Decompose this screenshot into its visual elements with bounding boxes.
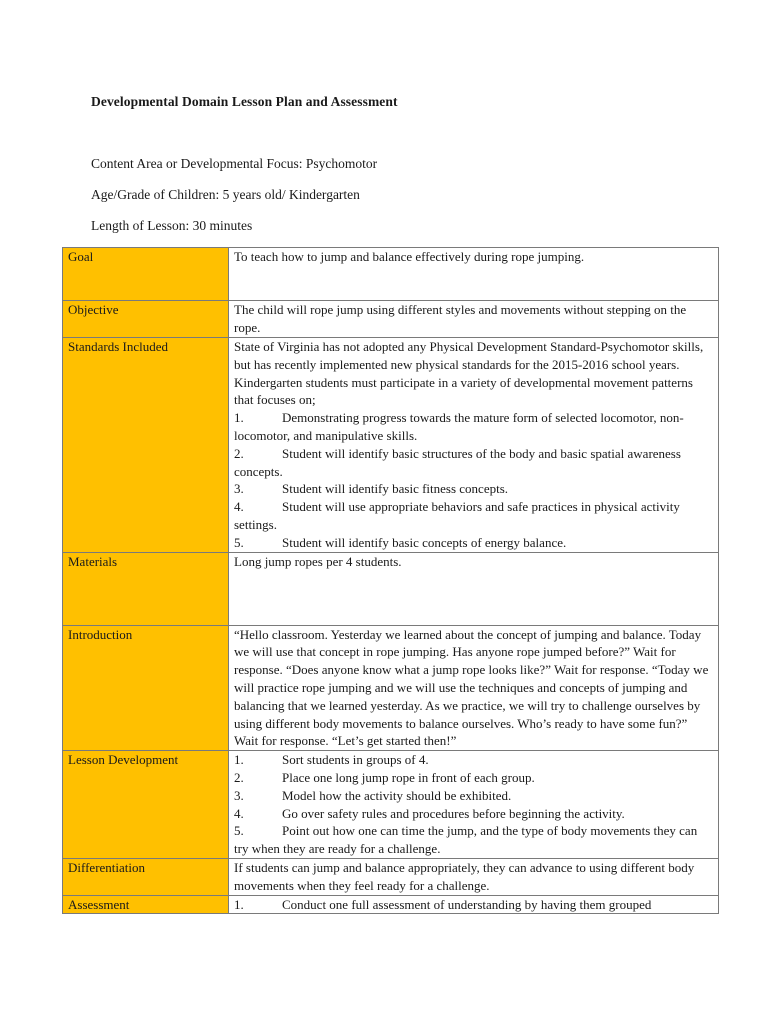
lesson-step-text: Model how the activity should be exhibited. xyxy=(282,787,512,803)
lesson-step-text: Point out how one can time the jump, and the type of body movements they can try when they are ready for a challenge. xyxy=(234,823,698,857)
lesson-development-content xyxy=(229,751,719,859)
assessment-item-text: Conduct one full assessment of understanding by having them grouped xyxy=(282,896,652,912)
lesson-length-line: Length of Lesson: 30 minutes xyxy=(91,218,253,233)
standards-item-text: Student will identify basic fitness concepts. xyxy=(282,481,509,497)
lesson-step xyxy=(234,822,714,858)
assessment-item xyxy=(234,896,714,914)
lesson-step-text: Place one long jump rope in front of each group. xyxy=(282,769,535,785)
standards-item-text: Demonstrating progress towards the mature form of selected locomotor, non-locomotor, and manipulative skills. xyxy=(234,410,684,443)
assessment-content xyxy=(229,895,719,914)
standards-item-number: 1. xyxy=(234,410,244,426)
lesson-step xyxy=(234,805,714,823)
standards-item xyxy=(234,534,714,552)
lesson-step xyxy=(234,769,714,787)
goal-label: Goal xyxy=(63,248,229,301)
content-area-line: Content Area or Developmental Focus: Psychomotor xyxy=(91,156,378,171)
standards-item-text: Student will use appropriate behaviors and safe practices in physical activity settings. xyxy=(234,499,680,532)
lesson-step xyxy=(234,751,714,769)
lesson-step-number: 1. xyxy=(234,752,244,768)
standards-row xyxy=(63,338,719,553)
materials-text: Long jump ropes per 4 students. xyxy=(229,552,719,625)
standards-intro: State of Virginia has not adopted any Physical Development Standard-Psychomotor skills, but has recently implemented new physical standards for the 2015-2016 school years. Kindergarten students must participate in a variety of developmental movement patterns that focuses on; xyxy=(234,339,704,408)
lesson-development-label: Lesson Development xyxy=(63,751,229,859)
standards-item xyxy=(234,480,714,498)
goal-row xyxy=(63,248,719,301)
standards-item-number: 4. xyxy=(234,499,244,515)
standards-item-number: 3. xyxy=(234,481,244,497)
objective-row xyxy=(63,301,719,338)
standards-item-text: Student will identify basic concepts of energy balance. xyxy=(282,534,567,550)
lesson-plan-table xyxy=(62,247,719,914)
lesson-step-text: Sort students in groups of 4. xyxy=(282,752,429,768)
differentiation-text: If students can jump and balance appropriately, they can advance to using different body movements when they feel ready for a challenge. xyxy=(229,858,719,895)
objective-label: Objective xyxy=(63,301,229,338)
document-title: Developmental Domain Lesson Plan and Assessment xyxy=(91,94,398,109)
standards-item-number: 2. xyxy=(234,445,244,461)
standards-item-text: Student will identify basic structures of the body and basic spatial awareness concepts. xyxy=(234,445,681,479)
lesson-step-number: 3. xyxy=(234,787,244,803)
materials-label: Materials xyxy=(63,552,229,625)
introduction-row xyxy=(63,625,719,751)
lesson-step-text: Go over safety rules and procedures before beginning the activity. xyxy=(282,805,625,821)
introduction-text: “Hello classroom. Yesterday we learned about the concept of jumping and balance. Today we will use that concept in rope jumping. Has anyone rope jumped before?” Wait for response. “Does anyone know what a jump rope looks like?” Wait for response. “Today we will practice rope jumping and we will use the techniques and concepts of jumping and balancing that we learned yesterday. As we practice, we will try to challenge ourselves by using different body movements to balance ourselves. Who’s ready to have some fun?” Wait for response. “Let’s get started then!” xyxy=(229,625,719,751)
standards-item-number: 5. xyxy=(234,534,244,550)
lesson-development-row xyxy=(63,751,719,859)
standards-label: Standards Included xyxy=(63,338,229,553)
lesson-step xyxy=(234,787,714,805)
materials-row xyxy=(63,552,719,625)
assessment-label: Assessment xyxy=(63,895,229,914)
age-grade-line: Age/Grade of Children: 5 years old/ Kindergarten xyxy=(91,187,360,202)
lesson-step-number: 5. xyxy=(234,823,244,839)
standards-content xyxy=(229,338,719,553)
differentiation-row xyxy=(63,858,719,895)
standards-item xyxy=(234,498,714,534)
goal-text: To teach how to jump and balance effectively during rope jumping. xyxy=(229,248,719,301)
standards-item xyxy=(234,409,714,445)
lesson-step-number: 4. xyxy=(234,805,244,821)
objective-text: The child will rope jump using different styles and movements without stepping on the rope. xyxy=(229,301,719,338)
introduction-label: Introduction xyxy=(63,625,229,751)
standards-item xyxy=(234,445,714,481)
assessment-item-number: 1. xyxy=(234,896,244,912)
differentiation-label: Differentiation xyxy=(63,858,229,895)
lesson-step-number: 2. xyxy=(234,769,244,785)
assessment-row xyxy=(63,895,719,914)
